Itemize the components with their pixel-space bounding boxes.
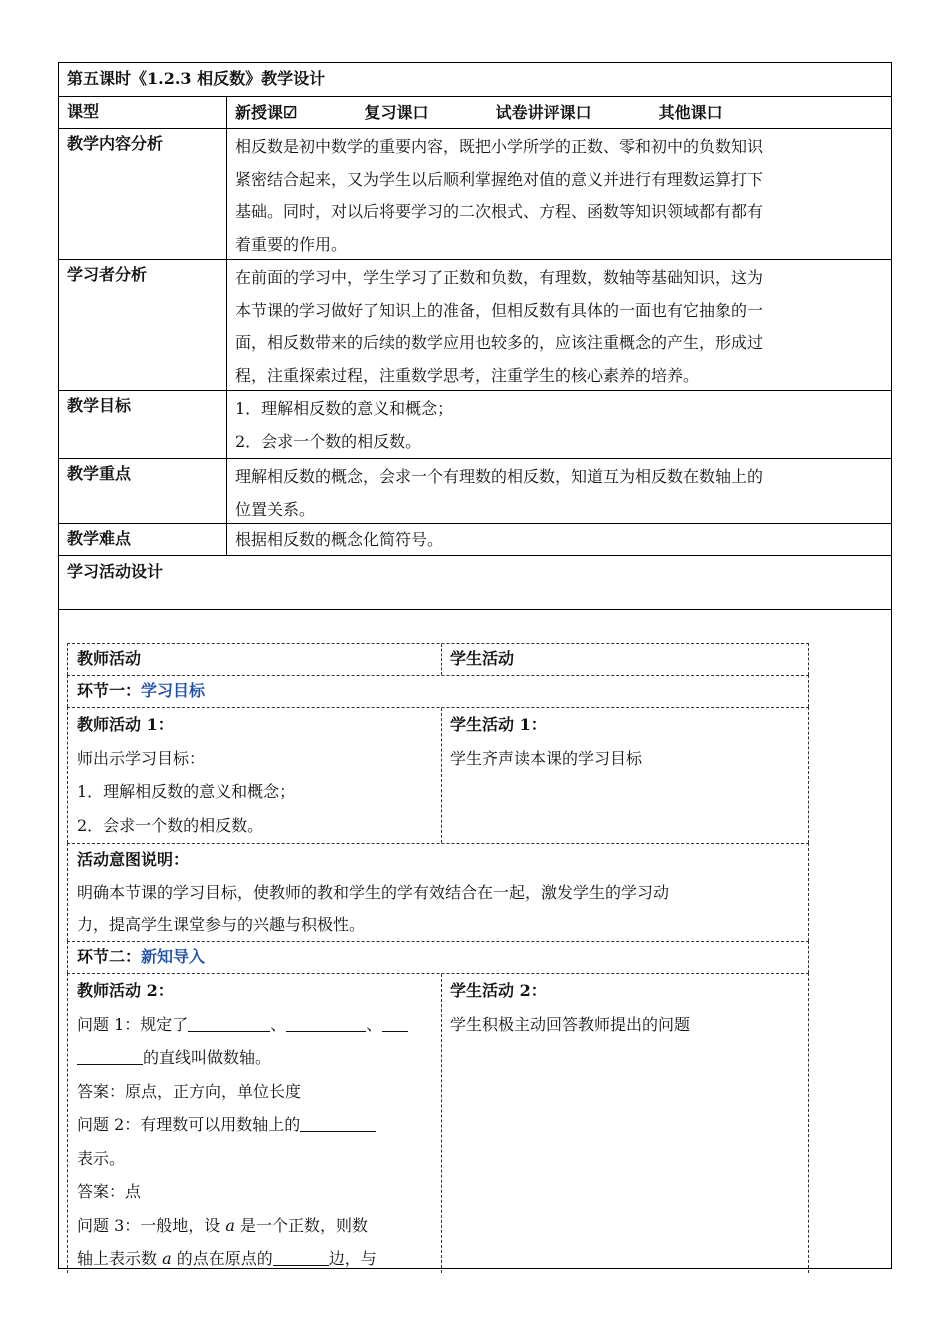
stage2-student-title: 学生活动 2：: [450, 981, 547, 1000]
q3-text: 轴上表示数: [77, 1249, 163, 1268]
content-analysis-row: [59, 129, 891, 260]
text-line: 着重要的作用。: [235, 234, 348, 254]
stage2-student-cell: [441, 974, 690, 1041]
text-line: 紧密结合起来，又为学生以后顺利掌握绝对值的意义并进行有理数运算打下: [235, 169, 764, 189]
text-line: 基础。同时，对以后将要学习的二次根式、方程、函数等知识领域都有都有: [235, 202, 764, 221]
title-row: [59, 63, 891, 97]
text-line: 程，注重探索过程，注重数学思考，注重学生的核心素养的培养。: [235, 365, 700, 385]
q2-text: 问题 2：有理数可以用数轴上的: [77, 1115, 301, 1134]
q3-text: 的点在原点的: [171, 1249, 273, 1268]
difficulties-row: [59, 524, 891, 556]
text-line: 1．理解相反数的意义和概念；: [235, 399, 454, 418]
q1-text-end: 的直线叫做数轴。: [143, 1048, 272, 1067]
stage2-name: 新知导入: [141, 947, 206, 966]
stage1-prefix: 环节一：: [77, 681, 142, 700]
key-points-text: [227, 459, 891, 526]
intent-title: 活动意图说明：: [77, 850, 190, 869]
stage1-student-title: 学生活动 1：: [450, 715, 547, 734]
question-3-cont: [77, 1242, 441, 1276]
text-line: 2．会求一个数的相反数。: [235, 431, 422, 451]
answer-1: 答案：原点，正方向，单位长度: [77, 1081, 302, 1101]
stage1-teacher-title: 教师活动 1：: [77, 715, 174, 734]
answer-blank: [188, 1015, 270, 1032]
stage1-student-cell: [441, 708, 642, 775]
page-title: 第五课时《1.2.3 相反数》教学设计: [67, 69, 326, 88]
lesson-type-row: [59, 97, 891, 129]
text-line: 根据相反数的概念化简符号。: [235, 530, 444, 549]
q3-variable: a: [162, 1249, 172, 1268]
stage1-name: 学习目标: [141, 681, 206, 700]
intent-cell: [68, 844, 669, 942]
q3-text: 问题 3：一般地，设: [77, 1215, 226, 1235]
text-line: 理解相反数的概念，会求一个有理数的相反数，知道互为相反数在数轴上的: [235, 467, 764, 486]
objectives-row: [59, 391, 891, 459]
answer-blank: [382, 1015, 408, 1032]
lesson-plan-table: [58, 62, 892, 1269]
activity-design-label: 学习活动设计: [67, 562, 164, 581]
activity-design-row: [59, 556, 891, 610]
text-line: 1．理解相反数的意义和概念；: [77, 782, 296, 801]
stage1-teacher-cell: [68, 708, 295, 842]
stage2-title: [68, 942, 205, 972]
stage1-row: [67, 675, 809, 707]
intent-row: [67, 843, 809, 941]
stage2-prefix: 环节二：: [77, 947, 142, 966]
objectives-label: 教学目标: [59, 391, 227, 458]
text-line: 学生积极主动回答教师提出的问题: [450, 1014, 691, 1034]
answer-2: 答案：点: [77, 1182, 142, 1201]
difficulties-label: 教学难点: [59, 524, 227, 555]
stage1-activity-row: [67, 707, 809, 843]
text-line: 2．会求一个数的相反数。: [77, 815, 264, 835]
key-points-label: 教学重点: [59, 459, 227, 523]
objectives-text: [227, 391, 891, 458]
text-line: 力，提高学生课堂参与的兴趣与积极性。: [77, 915, 366, 934]
teacher-activity-header: 教师活动: [77, 649, 142, 668]
stage2-activity-row: [67, 973, 809, 1273]
stage2-teacher-cell: [68, 974, 441, 1276]
question-3: [77, 1209, 441, 1243]
text-line: 在前面的学习中，学生学习了正数和负数，有理数，数轴等基础知识，这为: [235, 268, 764, 287]
key-points-row: [59, 459, 891, 524]
lesson-type-option-exam: 试卷讲评课口: [495, 103, 592, 122]
q1-text: 问题 1：规定了: [77, 1014, 189, 1034]
answer-blank: [300, 1115, 376, 1132]
question-1: [77, 1008, 441, 1042]
question-2-cont: 表示。: [77, 1148, 126, 1168]
text-line: 明确本节课的学习目标，使教师的教和学生的学有效结合在一起，激发学生的学习动: [77, 882, 670, 902]
answer-blank: [286, 1015, 366, 1032]
student-activity-header: 学生活动: [450, 649, 515, 668]
stage2-row: [67, 941, 809, 973]
learner-analysis-text: [227, 260, 891, 392]
text-line: 面，相反数带来的后续的数学应用也较多的，应该注重概念的产生，形成过: [235, 333, 764, 352]
difficulties-text: [227, 524, 891, 554]
q3-variable: a: [225, 1215, 235, 1235]
learner-analysis-label: 学习者分析: [59, 260, 227, 390]
lesson-type-option-other: 其他课口: [658, 103, 723, 122]
text-line: 位置关系。: [235, 499, 316, 519]
q3-text: 边，与: [328, 1249, 377, 1268]
text-line: 师出示学习目标：: [77, 748, 206, 768]
content-analysis-text: [227, 129, 891, 261]
answer-blank: [77, 1048, 143, 1065]
q1-sep: 、: [270, 1014, 287, 1034]
q1-sep: 、: [366, 1014, 383, 1034]
activity-table: [67, 643, 809, 1283]
answer-blank: [273, 1249, 329, 1266]
content-analysis-label: 教学内容分析: [59, 129, 227, 259]
lesson-type-options: [227, 97, 891, 127]
stage1-title: [68, 676, 205, 706]
text-line: 学生齐声读本课的学习目标: [450, 748, 643, 768]
learner-analysis-row: [59, 260, 891, 391]
text-line: 相反数是初中数学的重要内容，既把小学所学的正数、零和初中的负数知识: [235, 137, 764, 156]
lesson-type-option-new: 新授课☑: [235, 103, 298, 122]
activity-header-row: [67, 643, 809, 675]
lesson-type-option-review: 复习课口: [364, 103, 429, 122]
question-2: [77, 1108, 441, 1142]
question-1-cont: [77, 1041, 441, 1075]
lesson-type-label: 课型: [59, 97, 227, 128]
stage2-teacher-title: 教师活动 2：: [77, 981, 174, 1000]
text-line: 本节课的学习做好了知识上的准备，但相反数有具体的一面也有它抽象的一: [235, 300, 764, 320]
q3-text: 是一个正数，则数: [234, 1215, 368, 1235]
